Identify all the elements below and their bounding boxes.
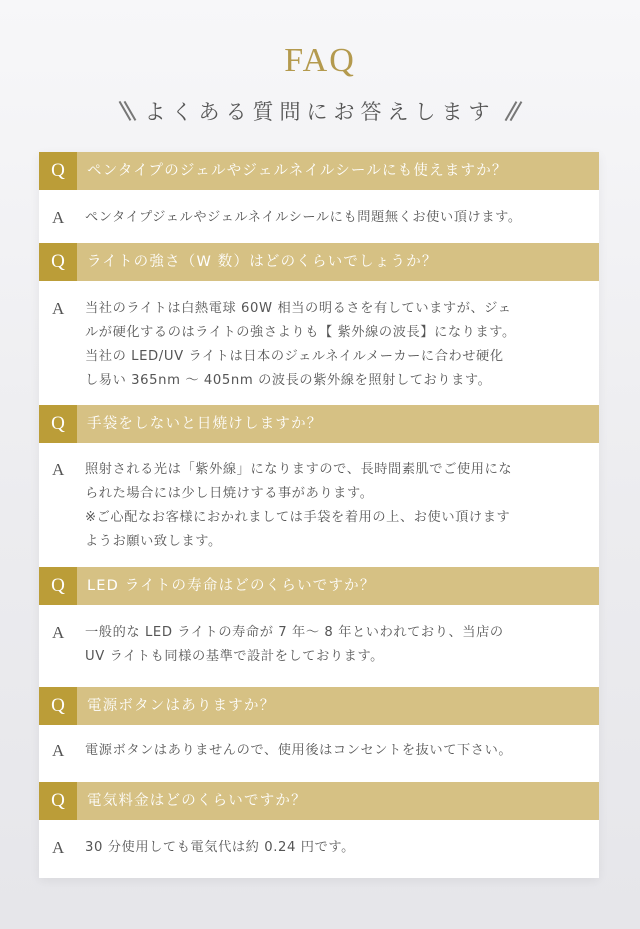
- answer-line: 30 分使用しても電気代は約 0.24 円です。: [85, 840, 355, 855]
- answer-line: ルが硬化するのはライトの強さよりも【 紫外線の波長】になります。: [85, 325, 516, 340]
- answer-marker: A: [52, 208, 65, 227]
- answer-line: ようお願い致します。: [85, 534, 222, 549]
- faq-question-1: [39, 152, 599, 190]
- faq-question-3: [39, 405, 599, 443]
- faq-answer-3: [85, 458, 585, 554]
- left-slash-decoration: [124, 100, 131, 122]
- answer-line: 一般的な LED ライトの寿命が 7 年〜 8 年といわれており、当店の: [85, 625, 504, 640]
- question-text: ペンタイプのジェルやジェルネイルシールにも使えますか？: [87, 163, 508, 179]
- answer-line: ペンタイプジェルやジェルネイルシールにも問題無くお使い頂けます。: [85, 210, 522, 225]
- question-marker: Q: [39, 152, 77, 190]
- answer-line: 当社の LED/UV ライトは日本のジェルネイルメーカーに合わせ硬化: [85, 349, 504, 364]
- faq-question-5: [39, 687, 599, 725]
- answer-line: 電源ボタンはありませんので、使用後はコンセントを抜いて下さい。: [85, 743, 513, 758]
- faq-question-4: [39, 567, 599, 605]
- answer-line: し易い 365nm 〜 405nm の波長の紫外線を照射しております。: [85, 373, 492, 388]
- faq-answer-1: [85, 206, 585, 230]
- faq-answer-2: [85, 297, 585, 393]
- page-title: FAQ: [284, 42, 356, 79]
- question-text: 電気料金はどのくらいですか？: [87, 793, 307, 809]
- faq-answer-6: [85, 836, 585, 860]
- answer-line: ※ご心配なお客様におかれましては手袋を着用の上、お使い頂けます: [85, 510, 511, 525]
- faq-question-2: [39, 243, 599, 281]
- page-subtitle: よくある質問にお答えします: [144, 100, 496, 124]
- faq-answer-4: [85, 621, 585, 669]
- question-marker: Q: [39, 687, 77, 725]
- faq-panel: [39, 152, 599, 878]
- answer-line: 当社のライトは白熱電球 60W 相当の明るさを有していますが、ジェ: [85, 301, 512, 316]
- answer-line: 照射される光は「紫外線」になりますので、長時間素肌でご使用にな: [85, 462, 513, 477]
- answer-marker: A: [52, 299, 65, 318]
- answer-marker: A: [52, 623, 65, 642]
- question-marker: Q: [39, 243, 77, 281]
- question-marker: Q: [39, 782, 77, 820]
- subtitle-row: [0, 94, 640, 128]
- question-text: 手袋をしないと日焼けしますか？: [87, 416, 323, 432]
- answer-marker: A: [52, 741, 65, 760]
- right-slash-decoration: [510, 100, 517, 122]
- answer-marker: A: [52, 838, 65, 857]
- faq-answer-5: [85, 739, 585, 763]
- answer-line: られた場合には少し日焼けする事があります。: [85, 486, 374, 501]
- question-text: LED ライトの寿命はどのくらいですか？: [87, 578, 376, 594]
- faq-header: [0, 0, 640, 150]
- answer-line: UV ライトも同様の基準で設計をしております。: [85, 649, 384, 664]
- faq-question-6: [39, 782, 599, 820]
- question-text: 電源ボタンはありますか？: [87, 698, 276, 714]
- question-marker: Q: [39, 405, 77, 443]
- question-marker: Q: [39, 567, 77, 605]
- question-text: ライトの強さ（W 数）はどのくらいでしょうか？: [87, 254, 438, 270]
- answer-marker: A: [52, 460, 65, 479]
